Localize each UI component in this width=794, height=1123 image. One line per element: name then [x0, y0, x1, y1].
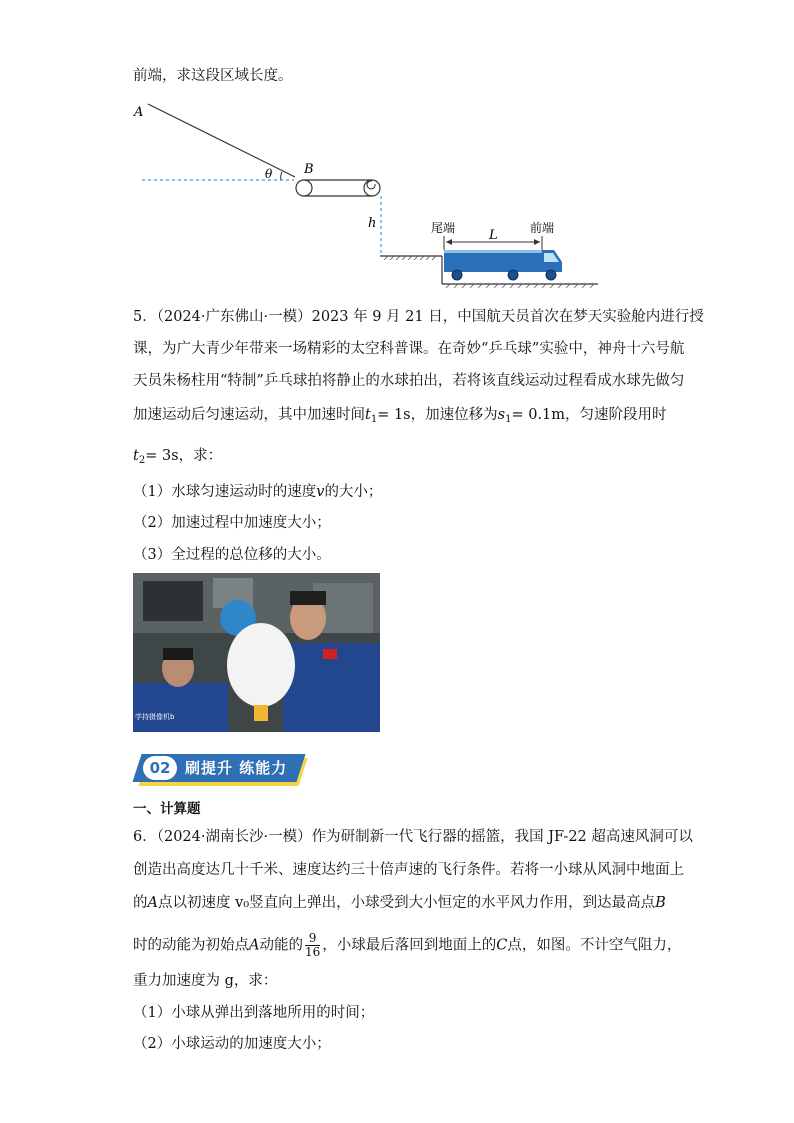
problem6-line4: 时的动能为初始点A动能的 $\frac{9}{16}$ ，小球最后落回到地面上的C点，如图。不计空气阻力， [133, 931, 682, 959]
problem6-line5: 重力加速度为 g，求： [133, 973, 278, 989]
problem5-q3: （3）全过程的总位移的大小。 [133, 547, 331, 563]
photo-caption: 学持摄像机b [135, 713, 175, 721]
section-number: 02 [143, 756, 177, 780]
prev-problem-tail: 前端，求这段区域长度。 [133, 68, 293, 84]
label-a: A [134, 105, 144, 120]
problem6-q2: （2）小球运动的加速度大小； [133, 1036, 331, 1052]
space-station-photo [133, 573, 380, 732]
problem5-line4: 加速运动后匀速运动，其中加速时间$t_1= 1s$，加速位移为$s_1= 0.1m$，匀速阶段用时 [133, 407, 667, 425]
problem5-line5: $t_2= 3s$，求： [133, 448, 223, 466]
label-tail: 尾端 [431, 221, 456, 235]
problem6-q1: （1）小球从弹出到落地所用的时间； [133, 1005, 375, 1021]
problem5-line3: 天员朱杨柱用“特制”乒乓球拍将静止的水球拍出，若将该直线运动过程看成水球先做匀 [133, 373, 685, 389]
problem5-line1: 5．（2024·广东佛山·一模）2023 年 9 月 21 日，中国航天员首次在梦天实验舱内进行授 [133, 309, 704, 325]
problem6-line1: 6．（2024·湖南长沙·一模）作为研制新一代飞行器的摇篮，我国 JF-22 超高速风洞可以 [133, 829, 693, 845]
problem6-line2: 创造出高度达几十千米、速度达约三十倍声速的飞行条件。若将一小球从风洞中地面上 [133, 862, 684, 878]
label-theta: θ [265, 167, 273, 181]
problem5-q2: （2）加速过程中加速度大小； [133, 515, 331, 531]
fraction-9-16: $\frac{9}{16}$ [304, 931, 321, 959]
conveyor-truck-diagram [120, 96, 600, 296]
section-banner [137, 754, 304, 786]
section-title: 刷提升 练能力 [185, 759, 288, 777]
label-b: B [304, 162, 314, 177]
truck-icon [444, 250, 562, 280]
label-h: h [368, 216, 377, 231]
problem5-q1: （1）水球匀速运动时的速度v的大小； [133, 484, 383, 500]
label-l: L [489, 228, 498, 243]
problem5-line2: 课，为广大青少年带来一场精彩的太空科普课。在奇妙“乒乓球”实验中，神舟十六号航 [133, 341, 685, 357]
subsection-title: 一、计算题 [133, 801, 201, 817]
problem6-line3: 的A点以初速度 v₀竖直向上弹出，小球受到大小恒定的水平风力作用，到达最高点B [133, 895, 666, 911]
label-front: 前端 [530, 221, 555, 235]
